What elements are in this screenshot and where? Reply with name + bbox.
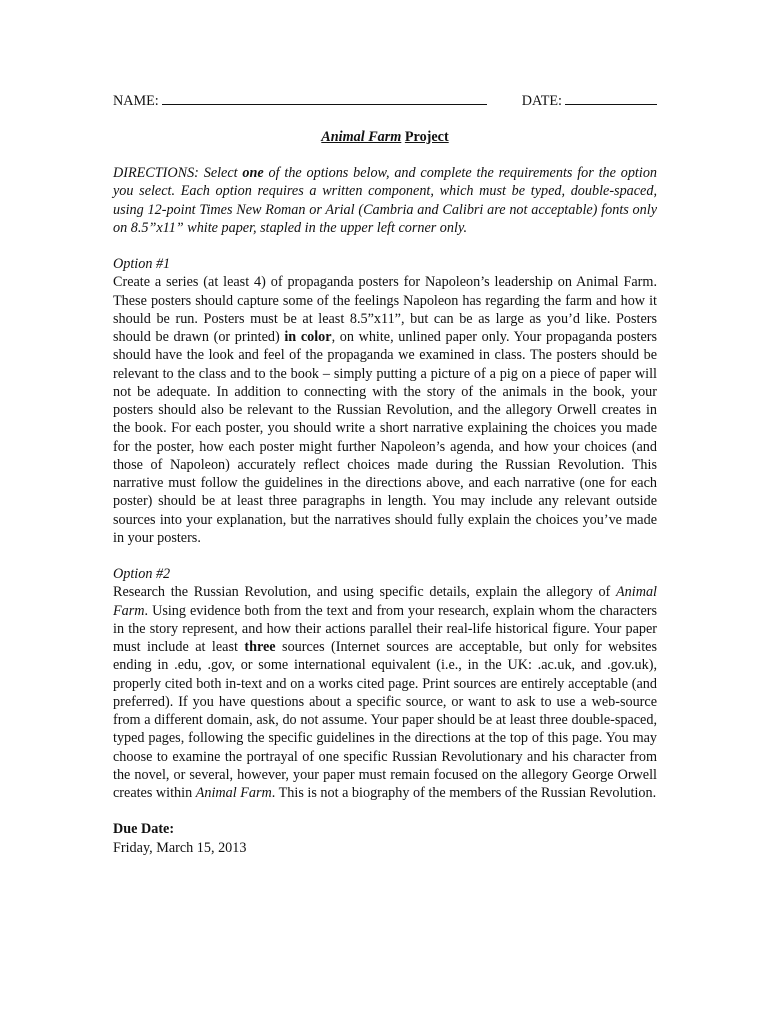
option2-book-2: Animal Farm	[195, 785, 272, 801]
page-title	[113, 128, 657, 147]
date-label: DATE:	[521, 93, 562, 109]
header-row	[113, 92, 657, 112]
option2-text-4: . This is not a biography of the members of the Russian Revolution.	[271, 785, 657, 801]
option1-text-1: Create a series (at least 4) of propaganda posters for Napoleon’s leadership on Animal Farm. These posters should capture some of the feelings Napoleon has regarding the farm and how it should be run. Posters must be at least 8.5”x11”, but can be as large as you’d like. Posters should be drawn (or printed)	[113, 274, 657, 345]
due-date-value: Friday, March 15, 2013	[113, 839, 247, 856]
directions-emphasis: one	[242, 165, 264, 181]
option2-heading: Option #2	[113, 566, 171, 582]
directions-text-2: of the options below, and complete the requirements for the option you select. Each option requires a written component, which must be typed, double-spaced, using 12-point Times New Roman or Arial (Cambria and Calibri are not acceptable) fonts only on 8.5”x11” white paper, stapled in the upper left corner only.	[113, 165, 658, 236]
name-blank-line	[162, 92, 487, 105]
option2-paragraph	[113, 583, 657, 802]
name-field	[113, 92, 487, 110]
title-word: Project	[404, 129, 449, 145]
option1-heading: Option #1	[113, 256, 171, 272]
option2-text-2: . Using evidence both from the text and from your research, explain whom the characters in the story represent, and how their actions parallel their real-life historical figure. Your paper must include at least	[113, 602, 657, 655]
option2-book-1: Animal Farm	[113, 584, 657, 619]
name-label: NAME:	[113, 93, 159, 109]
date-blank-line	[565, 92, 657, 105]
option2-text-1: Research the Russian Revolution, and using specific details, explain the allegory of	[113, 584, 617, 601]
option2-text-3: sources (Internet sources are acceptable, but only for websites ending in .edu, .gov, or some international equivalent (i.e., in the UK: .ac.uk, and .gov.uk), properly cited both in-text and on a works cited page. Print sources are entirely acceptable (and preferred). If you have questions about a specific source, or want to ask to use a web-source from a different domain, ask, do not assume. Your paper should be at least three double-spaced, typed pages, following the specific guidelines in the directions at the top of this page. You may choose to examine the portrayal of one specific Russian Revolutionary and his character from the novel, or several, however, your paper must remain focused on the allegory George Orwell creates within	[113, 639, 657, 801]
option1-paragraph	[113, 273, 657, 547]
document-page	[113, 92, 657, 857]
directions-paragraph	[113, 164, 657, 237]
date-field	[522, 92, 657, 110]
title-book: Animal Farm	[321, 129, 402, 145]
option1-text-2: , on white, unlined paper only. Your propaganda posters should have the look and feel of the propaganda we examined in class. The posters should be relevant to the class and to the book – simply putting a picture of a pig on a piece of paper will not be adequate. In addition to connecting with the story of the animals in the book, your posters should also be relevant to the Russian Revolution, and the allegory Orwell creates in the book. For each poster, you should write a short narrative explaining the choices you made for the poster, how each poster might further Napoleon’s agenda, and how your choices (and those of Napoleon) accurately reflect choices made during the Russian Revolution. This narrative must follow the guidelines in the directions above, and each narrative (one for each poster) should be at least three paragraphs in length. You may include any relevant outside sources into your explanation, but the narratives should fully explain the choices you’ve made in your posters.	[113, 329, 657, 546]
option1-emphasis: in color	[284, 329, 332, 345]
directions-text-1: DIRECTIONS: Select	[113, 165, 243, 181]
due-date-heading: Due Date:	[113, 821, 175, 838]
option2-emphasis: three	[244, 639, 276, 655]
